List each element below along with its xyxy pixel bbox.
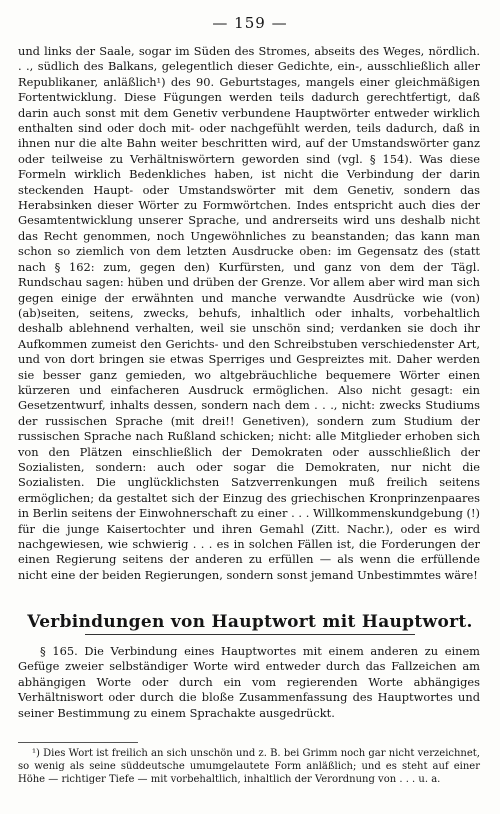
section-heading-text: Verbindungen von Hauptwort mit Hauptwort.	[27, 612, 473, 632]
page-number: — 159 —	[212, 14, 288, 32]
paragraph-165: § 165. Die Verbindung eines Hauptwortes mit einem anderen zu einem Gefüge zweier selbständiger Worte wird entweder durch das Fallzeichen am abhängigen Worte oder durch ein vom regierenden Worte abhängiges Verhältniswort oder durch die bloße Zusammenfassung des Hauptwortes und seiner Bestimmung zu einem Sprachakte ausgedrückt.	[18, 644, 480, 720]
footnote-block	[18, 747, 480, 787]
section-text-block	[18, 644, 480, 721]
heading-underline	[85, 634, 415, 635]
section-heading	[0, 612, 500, 635]
footnote-divider	[18, 742, 138, 743]
footnote-text: ¹) Dies Wort ist freilich an sich unschön und z. B. bei Grimm noch gar nicht verzeichnet, so wenig als seine süddeutsche umumgelautete Form anläßlich; und es steht auf einer Höhe — richtiger Tiefe — mit vorbehaltlich, inhaltlich der Verordnung von . . . u. a.	[18, 748, 480, 786]
paragraph-main: und links der Saale, sogar im Süden des Stromes, abseits des Weges, nördlich. . ., südlich des Balkans, gelegentlich dieser Gedichte, ein-, ausschließlich aller Republikaner, anläßlich¹) des 90. Geburtstages, mangels einer gleichmäßigen Fortentwicklung. Diese Fügungen werden teils dadurch gerechtfertigt, daß darin auch sonst mit dem Genetiv verbundene Hauptwörter entweder wirklich enthalten sind oder doch mit- oder nachgefühlt werden, teils dadurch, daß in ihnen nur die alte Bahn weiter beschritten wird, auf der Umstandswörter ganz oder teilweise zu Verhältniswörtern geworden sind (vgl. § 154). Was diese Formeln wirklich Bedenkliches haben, ist nicht die Verbindung der darin steckenden Haupt- oder Umstandswörter mit dem Genetiv, sondern das Herabsinken dieser Wörter zu Formwörtchen. Indes entspricht auch dies der Gesamtentwicklung unserer Sprache, und andrerseits wird uns deshalb nicht das Recht genommen, noch Ungewöhnliches zu beanstanden; das kann man schon so ziemlich von dem letzten Ausdrucke oben: im Gegensatz des (statt nach § 162: zum, gegen den) Kurfürsten, und ganz von dem der Tägl. Rundschau sagen: hüben und drüben der Grenze. Vor allem aber wird man sich gegen einige der erwähnten und manche verwandte Ausdrücke wie (von) (ab)seiten, seitens, zwecks, behufs, inhaltlich oder inhalts, vorbehaltlich deshalb ablehnend verhalten, weil sie unschön sind; verdanken sie doch ihr Aufkommen zumeist den Gerichts- und den Schreibstuben verschiedenster Art, und von dort bringen sie etwas Sperriges und Gespreiztes mit. Daher werden sie besser ganz gemieden, wo altgebräuchliche bequemere Wörter einen kürzeren und einfacheren Ausdruck ermöglichen. Also nicht gesagt: ein Gesetzentwurf, inhalts dessen, sondern nach dem . . ., nicht: zwecks Studiums der russischen Sprache (mit drei!! Genetiven), sondern zum Studium der russischen Sprache nach Rußland schicken; nicht: alle Mitglieder erhoben sich von den Plätzen einschließlich der Demokraten oder ausschließlich der Sozialisten, sondern: auch oder sogar die Demokraten, nur nicht die Sozialisten. Die unglücklichsten Satzverrenkungen muß freilich seitens ermöglichen; da gestaltet sich der Einzug des griechischen Kronprinzenpaares in Berlin seitens der Einwohnerschaft zu einer . . . Willkommenskundgebung (!) für die junge Kaisertochter und ihren Gemahl (Zitt. Nachr.), oder es wird nachgewiesen, wie schwierig . . . es in solchen Fällen ist, die Forderungen der einen Regierung seitens der anderen zu erfüllen — als wenn die erfüllende nicht eine der beiden Regierungen, sondern sonst jemand Unbestimmtes wäre!	[18, 44, 480, 582]
main-text-block	[18, 44, 480, 583]
